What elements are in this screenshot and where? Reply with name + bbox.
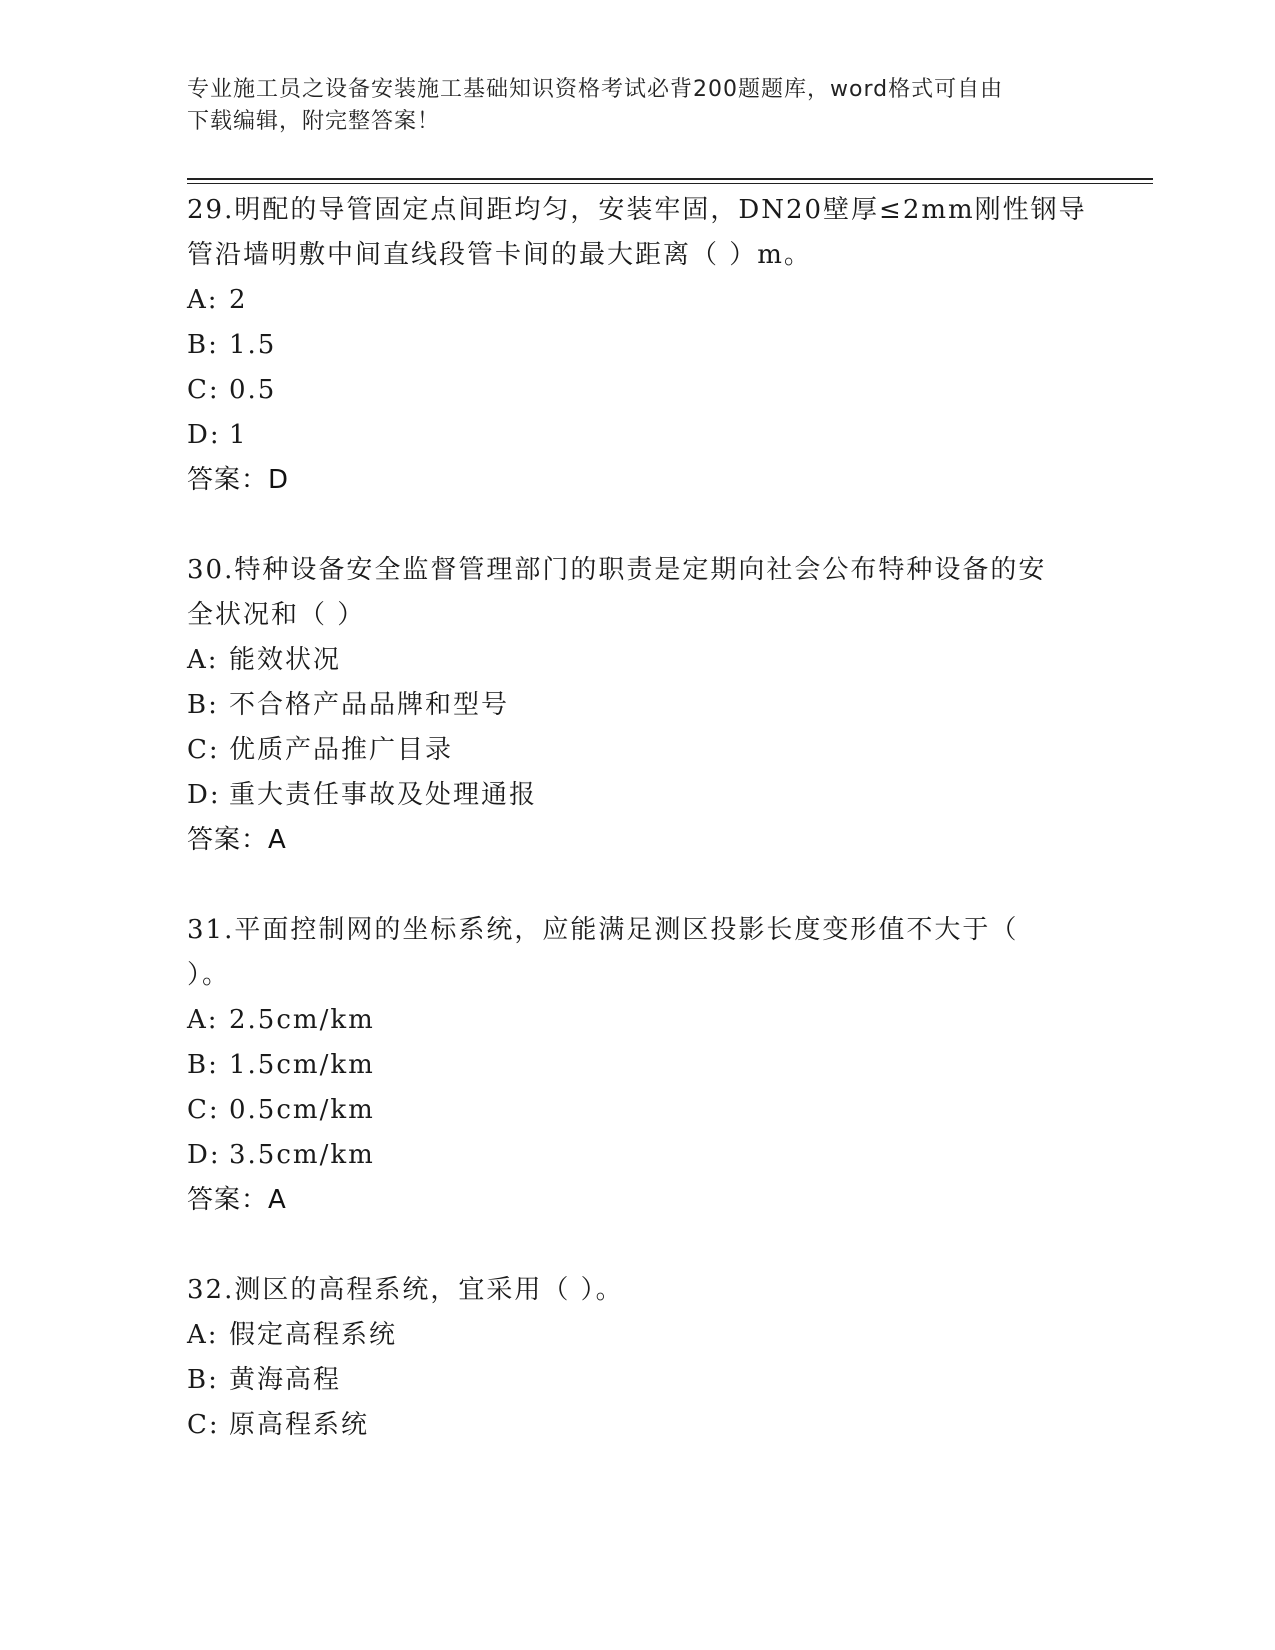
question-text-line: 32.测区的高程系统，宜采用（ ）。 [187, 1275, 624, 1305]
option-letter: C: [187, 375, 220, 405]
option-text: 3.5cm/km [229, 1140, 375, 1170]
option-letter: B: [187, 1365, 219, 1395]
question-text [187, 548, 1087, 638]
question-32 [187, 1268, 1087, 1448]
option-d [187, 1133, 1087, 1178]
header-line-1: 专业施工员之设备安装施工基础知识资格考试必背200题题库，word格式可自由 [187, 77, 1004, 102]
option-text: 黄海高程 [229, 1365, 342, 1395]
option-letter: C: [187, 735, 220, 765]
option-a [187, 638, 1087, 683]
option-text: 1.5cm/km [229, 1050, 375, 1080]
question-text-line: 31.平面控制网的坐标系统，应能满足测区投影长度变形值不大于（ [187, 915, 1019, 945]
option-c [187, 1088, 1087, 1133]
option-b [187, 1043, 1087, 1088]
option-c [187, 368, 1087, 413]
question-30 [187, 548, 1087, 863]
question-text-line: 全状况和（ ） [187, 600, 366, 630]
option-text: 1 [229, 420, 248, 450]
document-header [187, 74, 1087, 138]
option-text: 1.5 [229, 330, 277, 360]
question-list [187, 188, 1087, 1493]
question-text [187, 1268, 1087, 1313]
option-text: 优质产品推广目录 [229, 735, 454, 765]
option-text: 重大责任事故及处理通报 [229, 780, 538, 810]
option-b [187, 683, 1087, 728]
question-29 [187, 188, 1087, 503]
option-letter: B: [187, 690, 219, 720]
header-divider-thin [187, 183, 1153, 184]
option-letter: A: [187, 1005, 219, 1035]
option-letter: A: [187, 285, 219, 315]
question-text-line: 管沿墙明敷中间直线段管卡间的最大距离（ ）m。 [187, 240, 812, 270]
option-letter: A: [187, 645, 219, 675]
answer-label: 答案：A [187, 825, 287, 855]
header-line-2: 下载编辑，附完整答案！ [187, 109, 441, 134]
option-d [187, 773, 1087, 818]
answer-label: 答案：D [187, 465, 290, 495]
option-text: 能效状况 [229, 645, 342, 675]
option-text: 2.5cm/km [229, 1005, 375, 1035]
option-c [187, 728, 1087, 773]
option-b [187, 1358, 1087, 1403]
option-letter: A: [187, 1320, 219, 1350]
option-text: 不合格产品品牌和型号 [229, 690, 510, 720]
question-text [187, 188, 1087, 278]
option-c [187, 1403, 1087, 1448]
option-letter: D: [187, 780, 221, 810]
question-text-line: 29.明配的导管固定点间距均匀，安装牢固，DN20壁厚≤2mm刚性钢导 [187, 195, 1087, 225]
answer-label: 答案：A [187, 1185, 287, 1215]
option-text: 0.5 [229, 375, 277, 405]
question-text-line: ）。 [187, 960, 231, 990]
option-letter: B: [187, 330, 219, 360]
question-text [187, 908, 1087, 998]
header-divider-thick [187, 178, 1153, 180]
option-b [187, 323, 1087, 368]
option-a [187, 1313, 1087, 1358]
option-d [187, 413, 1087, 458]
option-letter: C: [187, 1095, 220, 1125]
option-letter: D: [187, 420, 221, 450]
option-text: 0.5cm/km [229, 1095, 375, 1125]
option-letter: B: [187, 1050, 219, 1080]
option-letter: D: [187, 1140, 221, 1170]
question-31 [187, 908, 1087, 1223]
option-letter: C: [187, 1410, 220, 1440]
option-text: 假定高程系统 [229, 1320, 398, 1350]
question-text-line: 30.特种设备安全监督管理部门的职责是定期向社会公布特种设备的安 [187, 555, 1047, 585]
option-a [187, 278, 1087, 323]
option-text: 2 [229, 285, 248, 315]
option-a [187, 998, 1087, 1043]
option-text: 原高程系统 [229, 1410, 370, 1440]
